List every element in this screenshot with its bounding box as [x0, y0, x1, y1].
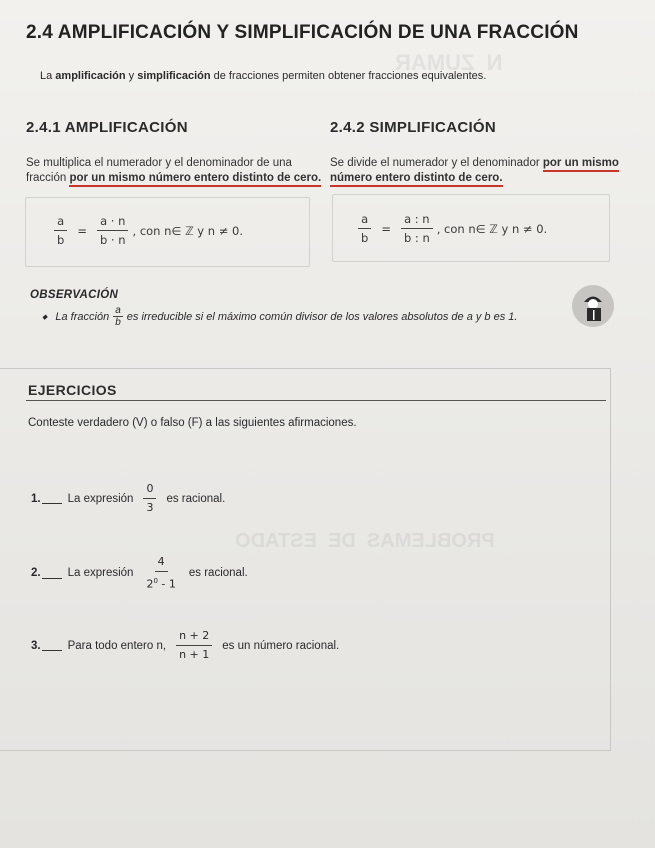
answer-blank[interactable] — [42, 568, 62, 579]
ampl-condition: , con n∈ ℤ y n ≠ 0. — [132, 223, 243, 238]
ampl-rhs-fraction: $\frac{a \cdot n}{b \cdot n}$ — [97, 214, 129, 247]
simp-rhs-fraction: $\frac{a : n}{b : n}$ — [401, 212, 433, 245]
simp-condition: , con n∈ ℤ y n ≠ 0. — [436, 221, 548, 236]
ampl-underlined-text: por un mismo número entero distinto de cero. — [69, 172, 321, 187]
reader-book-icon — [572, 285, 614, 327]
intro-paragraph: La amplificación y simplificación de fracciones permiten obtener fracciones equivalentes. — [40, 70, 487, 82]
observation-text: ◆ La fracción $\frac{a}{b}$ es irreducible si el máximo común divisor de los valores absolutos de a y b es 1. — [42, 305, 518, 328]
answer-blank[interactable] — [42, 493, 62, 504]
exercise-item-1: 1. La expresión $\frac{0}{3}$ es racional. — [31, 482, 226, 514]
exercise-item-3: 3. Para todo entero n, $\frac{n + 2}{n + 1}$ es un número racional. — [31, 629, 340, 661]
exercise-item-2: 2. La expresión $\frac{4}{2^0 - 1}$ es racional. — [31, 555, 248, 591]
exercises-instruction: Conteste verdadero (V) o falso (F) a las siguientes afirmaciones. — [28, 417, 357, 429]
ampl-lhs-fraction: $\frac{a}{b}$ — [54, 214, 67, 247]
ampl-heading: 2.4.1 AMPLIFICACIÓN — [26, 119, 188, 136]
simp-lhs-fraction: $\frac{a}{b}$ — [358, 212, 371, 245]
answer-blank[interactable] — [42, 640, 62, 651]
simp-underlined-text-2: número entero distinto de cero. — [330, 172, 503, 187]
bleed-through-text: PROBLEMAS DE ESTADO — [235, 530, 495, 552]
section-title: 2.4 AMPLIFICACIÓN Y SIMPLIFICACIÓN DE UNA FRACCIÓN — [26, 22, 579, 43]
exercises-title: EJERCICIOS — [28, 382, 117, 398]
observation-title: OBSERVACIÓN — [30, 289, 119, 301]
simp-description: Se divide el numerador y el denominador por un mismo número entero distinto de cero. — [330, 156, 619, 186]
simp-formula: $\frac{a}{b}$ = $\frac{a : n}{b : n}$ , con n∈ ℤ y n ≠ 0. — [354, 212, 547, 245]
exercise-fraction: $\frac{n + 2}{n + 1}$ — [176, 629, 212, 662]
exercises-divider — [26, 400, 606, 401]
simp-heading: 2.4.2 SIMPLIFICACIÓN — [330, 119, 497, 136]
ampl-description: Se multiplica el numerador y el denominador de una fracción por un mismo número entero distinto de cero. — [26, 156, 321, 186]
exercise-fraction: $\frac{0}{3}$ — [143, 482, 156, 515]
ampl-formula: $\frac{a}{b}$ = $\frac{a \cdot n}{b \cdot n}$ , con n∈ ℤ y n ≠ 0. — [50, 214, 243, 247]
observation-fraction: $\frac{a}{b}$ — [115, 305, 121, 328]
simp-underlined-text: por un mismo — [543, 157, 619, 172]
diamond-bullet-icon: ◆ — [42, 313, 48, 321]
exercise-fraction: $\frac{4}{2^0 - 1}$ — [146, 555, 176, 591]
bleed-through-text: N ZUMAR — [395, 50, 503, 75]
